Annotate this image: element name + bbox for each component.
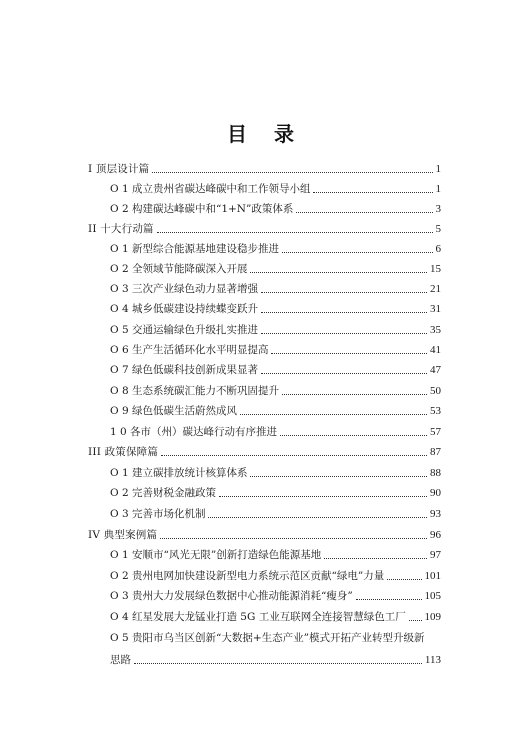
toc-leader-dots bbox=[152, 172, 432, 173]
toc-page-number: 101 bbox=[424, 570, 441, 582]
toc-entry[interactable] bbox=[110, 282, 441, 296]
toc-leader-dots bbox=[250, 476, 427, 477]
toc-entry-text: O 3 贵州大力发展绿色数据中心推动能源消耗“瘦身” bbox=[110, 590, 353, 602]
toc-leader-dots bbox=[240, 414, 427, 415]
toc-entry[interactable] bbox=[110, 653, 441, 667]
toc-leader-dots bbox=[134, 663, 422, 664]
toc-leader-dots bbox=[261, 373, 427, 374]
toc-entry[interactable] bbox=[110, 302, 441, 316]
toc-page-number: 31 bbox=[430, 303, 441, 315]
toc-leader-dots bbox=[208, 517, 427, 518]
toc-page-number: 15 bbox=[430, 263, 441, 275]
toc-entry-text: O 2 贵州电网加快建设新型电力系统示范区贡献“绿电”力量 bbox=[110, 570, 385, 582]
toc-entry-text: O 3 完善市场化机制 bbox=[110, 508, 206, 520]
toc-page-number: 47 bbox=[430, 364, 441, 376]
toc-leader-dots bbox=[324, 558, 427, 559]
toc-entry-text: O 3 三次产业绿色动力显著增强 bbox=[110, 283, 258, 295]
toc-entry-text: O 2 构建碳达峰碳中和“1+N”政策体系 bbox=[110, 203, 294, 215]
toc-leader-dots bbox=[282, 394, 427, 395]
toc-entry-text: O 1 成立贵州省碳达峰碳中和工作领导小组 bbox=[110, 183, 311, 195]
toc-page-number: 50 bbox=[430, 385, 441, 397]
toc-page-number: 93 bbox=[430, 508, 441, 520]
toc-entry-text: 1 0 各市（州）碳达峰行动有序推进 bbox=[110, 426, 278, 438]
toc-entry-text: O 5 贵阳市乌当区创新“大数据+生态产业”模式开拓产业转型升级新 bbox=[110, 632, 425, 644]
toc-part-entry[interactable] bbox=[88, 445, 441, 459]
toc-entry-text: O 1 安顺市“风光无限”创新打造绿色能源基地 bbox=[110, 549, 322, 561]
toc-entry[interactable] bbox=[110, 182, 441, 196]
toc-entry-text: O 4 红星发展大龙锰业打造 5G 工业互联网全连接智慧绿色工厂 bbox=[110, 611, 406, 623]
toc-entry[interactable] bbox=[110, 548, 441, 562]
toc-leader-dots bbox=[296, 212, 432, 213]
toc-entry-text: III 政策保障篇 bbox=[88, 446, 159, 458]
toc-page-number: 105 bbox=[424, 590, 441, 602]
toc-leader-dots bbox=[356, 599, 422, 600]
toc-entry-text: O 9 绿色低碳生活蔚然成风 bbox=[110, 405, 237, 417]
toc-page-number: 5 bbox=[435, 223, 441, 235]
toc-leader-dots bbox=[280, 435, 427, 436]
toc-entry-text: O 1 新型综合能源基地建设稳步推进 bbox=[110, 243, 279, 255]
toc-entry-text: O 2 全领域节能降碳深入开展 bbox=[110, 263, 248, 275]
toc-part-entry[interactable] bbox=[88, 162, 441, 176]
toc-leader-dots bbox=[409, 620, 422, 621]
toc-entry[interactable] bbox=[110, 589, 441, 603]
toc-leader-dots bbox=[261, 333, 427, 334]
toc-leader-dots bbox=[219, 496, 427, 497]
toc-page-number: 96 bbox=[430, 529, 441, 541]
toc-entry-text: O 2 完善财税金融政策 bbox=[110, 487, 216, 499]
toc-page-number: 87 bbox=[430, 446, 441, 458]
toc-leader-dots bbox=[271, 353, 427, 354]
toc-leader-dots bbox=[160, 538, 427, 539]
toc-entry[interactable] bbox=[110, 486, 441, 500]
toc-page-number: 3 bbox=[435, 203, 441, 215]
toc-page-number: 41 bbox=[430, 344, 441, 356]
toc-page-number: 6 bbox=[435, 243, 441, 255]
toc-page-number: 90 bbox=[430, 487, 441, 499]
toc-entry[interactable] bbox=[110, 323, 441, 337]
toc-entry[interactable] bbox=[110, 202, 441, 216]
toc-entry-text: O 8 生态系统碳汇能力不断巩固提升 bbox=[110, 385, 279, 397]
toc-leader-dots bbox=[250, 272, 427, 273]
toc-page-number: 21 bbox=[430, 283, 441, 295]
toc-entry[interactable] bbox=[110, 242, 441, 256]
toc-leader-dots bbox=[261, 292, 427, 293]
toc-entry[interactable] bbox=[110, 363, 441, 377]
toc-page-number: 113 bbox=[424, 654, 441, 666]
toc-entry-text: O 1 建立碳排放统计核算体系 bbox=[110, 467, 248, 479]
toc-entry[interactable] bbox=[110, 425, 441, 439]
toc-page-number: 1 bbox=[435, 163, 441, 175]
toc-leader-dots bbox=[261, 312, 427, 313]
toc-entry[interactable] bbox=[110, 262, 441, 276]
toc-entry-text: I 顶层设计篇 bbox=[88, 163, 150, 175]
toc-page-number: 88 bbox=[430, 467, 441, 479]
toc-leader-dots bbox=[313, 192, 432, 193]
toc-leader-dots bbox=[161, 455, 427, 456]
toc-entry[interactable] bbox=[110, 343, 441, 357]
toc-page-number: 1 bbox=[435, 183, 441, 195]
toc-entry-text: 思路 bbox=[110, 654, 131, 666]
toc-entry-text: O 5 交通运输绿色升级扎实推进 bbox=[110, 324, 258, 336]
toc-part-entry[interactable] bbox=[88, 528, 441, 542]
toc-entry[interactable] bbox=[110, 384, 441, 398]
toc-entry[interactable] bbox=[110, 610, 441, 624]
page-title: 目 录 bbox=[227, 122, 304, 146]
toc-leader-dots bbox=[387, 579, 421, 580]
toc-page-number: 53 bbox=[430, 405, 441, 417]
toc-leader-dots bbox=[157, 232, 433, 233]
toc-part-entry[interactable] bbox=[88, 222, 441, 236]
toc-leader-dots bbox=[282, 252, 433, 253]
toc-entry-text: O 6 生产生活循环化水平明显提高 bbox=[110, 344, 269, 356]
toc-entry-text: O 7 绿色低碳科技创新成果显著 bbox=[110, 364, 258, 376]
toc-entry-text: IV 典型案例篇 bbox=[88, 529, 158, 541]
toc-entry[interactable] bbox=[110, 404, 441, 418]
toc-entry-text: II 十大行动篇 bbox=[88, 223, 154, 235]
toc-entry[interactable] bbox=[110, 466, 441, 480]
toc-entry-text: O 4 城乡低碳建设持续蝶变跃升 bbox=[110, 303, 258, 315]
toc-entry[interactable] bbox=[110, 507, 441, 521]
toc-page-number: 57 bbox=[430, 426, 441, 438]
toc-page-number: 109 bbox=[424, 611, 441, 623]
toc-page-number: 35 bbox=[430, 324, 441, 336]
toc-entry[interactable] bbox=[110, 569, 441, 583]
toc-page-number: 97 bbox=[430, 549, 441, 561]
